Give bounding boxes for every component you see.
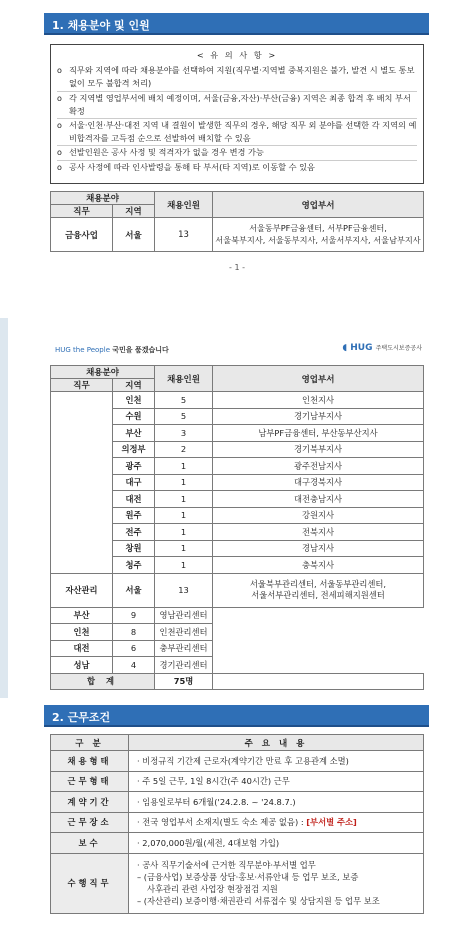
count-cell: 1: [155, 507, 213, 524]
header-job: 직무: [51, 205, 113, 218]
region-cell: 인천: [51, 624, 113, 641]
region-cell: 대전: [113, 491, 155, 508]
condition-value: · 임용일로부터 6개월('24.2.8. ~ '24.8.7.): [129, 792, 424, 813]
region-cell: 인천: [113, 392, 155, 409]
region-cell: 성남: [51, 657, 113, 674]
hug-brand-text: HUG the People: [55, 346, 111, 354]
notice-item: o 각 지역별 영업부서에 배치 예정이며, 서울(금융,자산)·부산(금융) 지역은 최종 합격 후 배치 부서 확정: [57, 92, 417, 119]
duty-line: – (자산관리) 보증이행·채권관리 서류접수 및 상담지원 등 업무 보조: [137, 896, 380, 906]
workplace-label: 근무장소: [51, 812, 129, 833]
dept-cell: 인천지사: [213, 392, 424, 409]
region-cell: 부산: [113, 425, 155, 442]
workplace-value: [129, 812, 424, 833]
region-cell: 광주: [113, 458, 155, 475]
dept-line: 서울북부지사, 서울동부지사, 서울서부지사, 서울남부지사: [215, 234, 421, 245]
total-empty: [213, 673, 424, 690]
condition-label: 채용형태: [51, 751, 129, 772]
notice-item: o 공사 사정에 따라 인사발령을 통해 타 부서(타 지역)로 이동할 수 있음: [57, 161, 417, 174]
page-number: - 1 -: [229, 263, 245, 272]
region-cell: 부산: [51, 607, 113, 624]
count-cell: 3: [155, 425, 213, 442]
dept-cell: 강원지사: [213, 507, 424, 524]
region-cell: 서울: [113, 573, 155, 607]
region-cell: 의정부: [113, 441, 155, 458]
count-cell: 13: [155, 573, 213, 607]
finance-job-cell: [51, 392, 113, 574]
section1-title: 1. 채용분야 및 인원: [44, 13, 429, 35]
work-conditions-table: [50, 734, 424, 914]
dept-cell: 충부관리센터: [155, 640, 213, 657]
page-side-strip: [0, 318, 8, 698]
table-row: [51, 640, 424, 657]
header-field: 채용분야: [51, 192, 155, 205]
notice-box: [50, 44, 424, 184]
header-field: 채용분야: [51, 366, 155, 379]
dept-cell: 전북지사: [213, 524, 424, 541]
dept-address-link[interactable]: [부서별 주소]: [306, 817, 357, 828]
workplace-text: · 전국 영업부서 소재지(별도 숙소 제공 없음) :: [137, 817, 307, 828]
recruitment-table-finance-seoul: [50, 191, 424, 252]
dept-cell: 광주전남지사: [213, 458, 424, 475]
dept-cell: 경기남부지사: [213, 408, 424, 425]
section2-title: 2. 근무조건: [44, 705, 429, 727]
hug-logo-text: HUG: [350, 343, 373, 353]
header-content: 주 요 내 용: [129, 735, 424, 751]
count-cell: 2: [155, 441, 213, 458]
dept-cell: [213, 573, 424, 607]
job-cell: 금융사업: [51, 218, 113, 252]
count-cell: 5: [155, 408, 213, 425]
region-cell: 서울: [113, 218, 155, 252]
condition-value: · 주 5일 근무, 1일 8시간(주 40시간) 근무: [129, 771, 424, 792]
notice-title: < 유 의 사 항 >: [196, 50, 278, 60]
dept-cell: 대전충남지사: [213, 491, 424, 508]
duty-label: 수행직무: [51, 853, 129, 913]
dept-cell: 영남관리센터: [155, 607, 213, 624]
dept-cell: [213, 218, 424, 252]
duty-line: – (금융사업) 보증상품 상담·홍보·서류안내 등 업무 보조, 보증: [137, 872, 359, 882]
count-cell: 1: [155, 474, 213, 491]
duty-value: [129, 853, 424, 913]
total-count: 75명: [155, 673, 213, 690]
count-cell: 1: [155, 458, 213, 475]
table-row: [51, 607, 424, 624]
total-label: 합 계: [51, 673, 155, 690]
dept-cell: 경기관리센터: [155, 657, 213, 674]
hug-slogan: [55, 345, 169, 355]
notice-item: o 직무와 지역에 따라 채용분야를 선택하여 지원(직무별·지역별 중복지원은 불가, 발견 시 별도 통보 없이 모두 불합격 처리): [57, 64, 417, 91]
notice-item: o 선발인원은 공사 사정 및 적격자가 없을 경우 변경 가능: [57, 146, 417, 160]
header-category: 구 분: [51, 735, 129, 751]
condition-label: 보수: [51, 833, 129, 854]
duty-line: · 공사 직무기술서에 근거한 직무분야·부서별 업무: [137, 860, 316, 870]
region-cell: 수원: [113, 408, 155, 425]
header-region: 지역: [113, 205, 155, 218]
region-cell: 창원: [113, 540, 155, 557]
condition-value: · 2,070,000원/월(세전, 4대보험 가입): [129, 833, 424, 854]
table-row: [51, 392, 424, 409]
count-cell: 1: [155, 540, 213, 557]
region-cell: 청주: [113, 557, 155, 574]
count-cell: 1: [155, 491, 213, 508]
count-cell: 13: [155, 218, 213, 252]
recruitment-table-regions: [50, 365, 424, 690]
hug-logo: [342, 343, 422, 353]
finance-rows: [51, 392, 424, 574]
header-dept: 영업부서: [213, 192, 424, 218]
table-row: [51, 657, 424, 674]
header-dept: 영업부서: [213, 366, 424, 392]
notice-item: o 서울·인천·부산·대전 지역 내 결원이 발생한 직무의 경우, 해당 직무 외 분야를 선택한 각 지역의 예비합격자를 고득점 순으로 선발하여 배치할 수 있음: [57, 119, 417, 146]
hug-logo-icon: ◖: [342, 343, 348, 353]
duty-line: 사후관리 관련 사업장 현장점검 지원: [147, 884, 278, 894]
dept-cell: 인천관리센터: [155, 624, 213, 641]
region-cell: 대구: [113, 474, 155, 491]
region-cell: 원주: [113, 507, 155, 524]
header-count: 채용인원: [155, 366, 213, 392]
count-cell: 1: [155, 557, 213, 574]
condition-label: 근무형태: [51, 771, 129, 792]
count-cell: 6: [113, 640, 155, 657]
dept-cell: 대구경북지사: [213, 474, 424, 491]
dept-cell: 충북지사: [213, 557, 424, 574]
header-job: 직무: [51, 379, 113, 392]
asset-job-cell: 자산관리: [51, 573, 113, 607]
dept-line: 서울북부관리센터, 서울동부관리센터,: [249, 578, 387, 589]
header-count: 채용인원: [155, 192, 213, 218]
dept-line: 서울동부PF금융센터, 서부PF금융센터,: [249, 223, 387, 233]
count-cell: 8: [113, 624, 155, 641]
header-region: 지역: [113, 379, 155, 392]
table-row: [51, 624, 424, 641]
dept-cell: 남부PF금융센터, 부산동부산지사: [213, 425, 424, 442]
count-cell: 5: [155, 392, 213, 409]
condition-label: 계약기간: [51, 792, 129, 813]
region-cell: 대전: [51, 640, 113, 657]
dept-cell: 경기북부지사: [213, 441, 424, 458]
condition-value: · 비정규직 기간제 근로자(계약기간 만료 후 고용관계 소멸): [129, 751, 424, 772]
count-cell: 1: [155, 524, 213, 541]
dept-cell: 경남지사: [213, 540, 424, 557]
hug-slogan-text: 국민을 품겠습니다: [112, 346, 169, 354]
hug-logo-name: 주택도시보증공사: [375, 345, 422, 352]
asset-rows: [51, 607, 424, 673]
dept-line: 서울서부관리센터, 전세피해지원센터: [251, 590, 385, 600]
count-cell: 9: [113, 607, 155, 624]
region-cell: 전주: [113, 524, 155, 541]
count-cell: 4: [113, 657, 155, 674]
